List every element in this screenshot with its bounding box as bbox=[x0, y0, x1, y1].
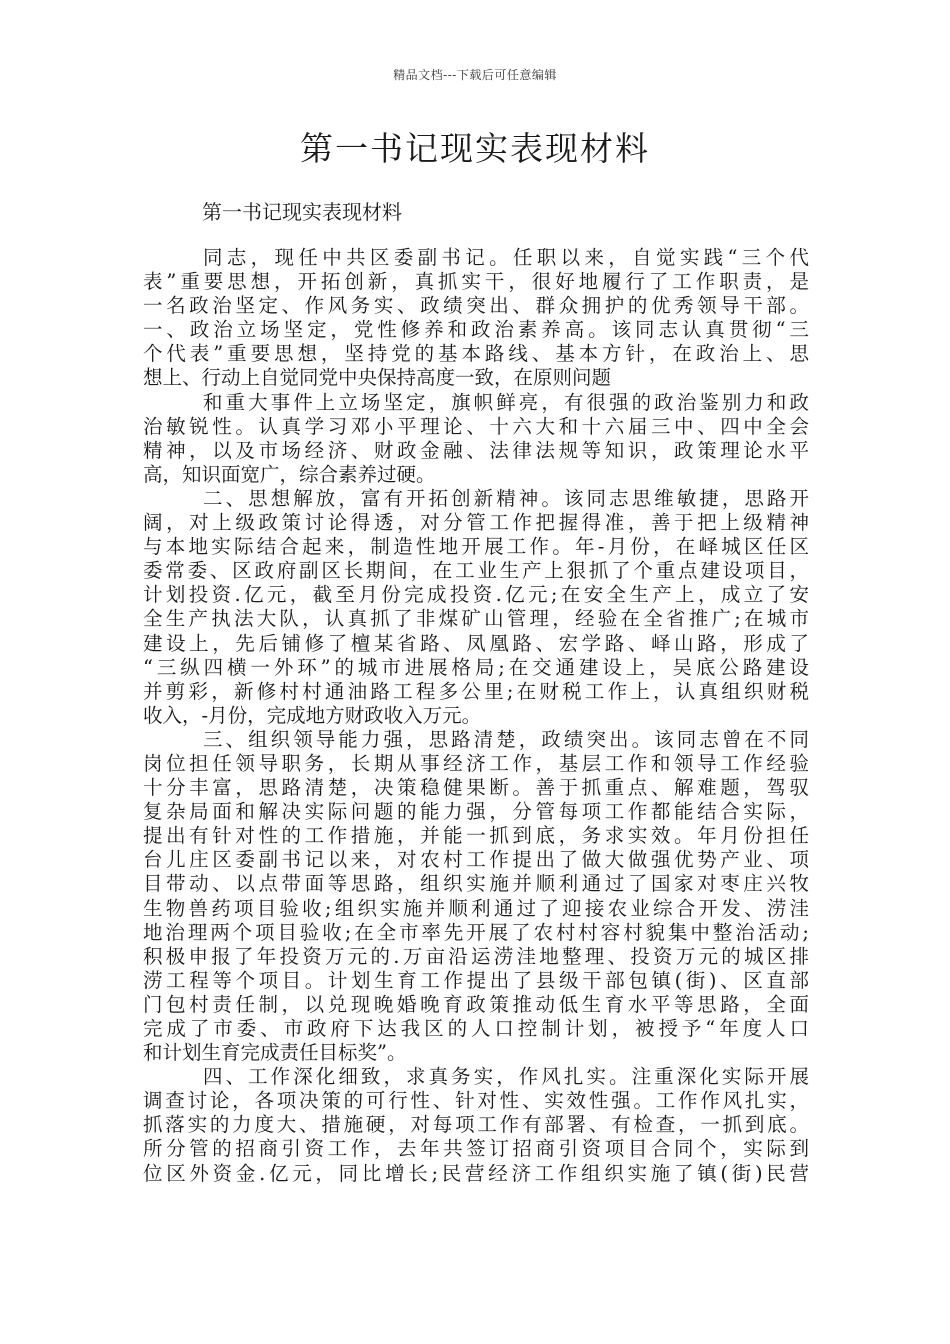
text-line: 生物兽药项目验收;组织实施并顺利通过了迎接农业综合开发、涝洼 bbox=[143, 896, 809, 920]
text-line: 完成了市委、市政府下达我区的人口控制计划，被授予“年度人口 bbox=[143, 1017, 809, 1040]
text-line: 收入，-月份，完成地方财政收入万元。 bbox=[143, 703, 482, 727]
text-line: 同志，现任中共区委副书记。任职以来，自觉实践“三个代 bbox=[203, 246, 809, 269]
text-line: 岗位担任领导职务，长期从事经济工作，基层工作和领导工作经验 bbox=[143, 751, 809, 775]
text-line: 调查讨论，各项决策的可行性、针对性、实效性强。工作作风扎实， bbox=[143, 1089, 809, 1113]
text-line: 高，知识面宽广，综合素养过硬。 bbox=[143, 462, 436, 486]
text-line: 复杂局面和解决实际问题的能力强，分管每项工作都能结合实际， bbox=[143, 800, 809, 824]
text-line: 一、政治立场坚定，党性修养和政治素养高。该同志认真贯彻“三 bbox=[143, 318, 809, 342]
text-line: 个代表”重要思想，坚持党的基本路线、基本方针，在政治上、思 bbox=[143, 342, 809, 366]
text-line: 门包村责任制，以兑现晚婚晚育政策推动低生育水平等思路，全面 bbox=[143, 992, 809, 1016]
text-line: 想上、行动上自觉同党中央保持高度一致，在原则问题 bbox=[143, 366, 612, 390]
header-note: 精品文档---下载后可任意编辑 bbox=[393, 68, 557, 82]
text-line: 全生产执法大队，认真抓了非煤矿山管理，经验在全省推广;在城市 bbox=[143, 607, 809, 631]
text-line: 并剪彩，新修村村通油路工程多公里;在财税工作上，认真组织财税 bbox=[143, 679, 809, 703]
text-line: 表”重要思想，开拓创新，真抓实干，很好地履行了工作职责，是 bbox=[143, 270, 809, 294]
document-title: 第一书记现实表现材料 bbox=[300, 129, 650, 168]
text-line: 目带动、以点带面等思路，组织实施并顺利通过了国家对枣庄兴牧 bbox=[143, 872, 809, 896]
text-line: 和计划生育完成责任目标奖”。 bbox=[143, 1041, 407, 1065]
text-line: 涝工程等个项目。计划生育工作提出了县级干部包镇(街)、区直部 bbox=[143, 968, 809, 992]
text-line: 位区外资金.亿元，同比增长;民营经济工作组织实施了镇(街)民营 bbox=[143, 1161, 809, 1185]
text-line: 抓落实的力度大、措施硬，对每项工作有部署、有检查，一抓到底。 bbox=[143, 1113, 809, 1137]
text-line: 三、组织领导能力强，思路清楚，政绩突出。该同志曾在不同 bbox=[203, 727, 809, 751]
text-line: 建设上，先后铺修了檀某省路、凤凰路、宏学路、峄山路，形成了 bbox=[143, 631, 809, 655]
text-line: 委常委、区政府副区长期间，在工业生产上狠抓了个重点建设项目， bbox=[143, 559, 809, 583]
text-line: 治敏锐性。认真学习邓小平理论、十六大和十六届三中、四中全会 bbox=[143, 414, 809, 438]
document-subtitle: 第一书记现实表现材料 bbox=[202, 200, 402, 224]
text-line: 所分管的招商引资工作，去年共签订招商引资项目合同个，实际到 bbox=[143, 1137, 809, 1161]
text-line: 精神，以及市场经济、财政金融、法律法规等知识，政策理论水平 bbox=[143, 438, 809, 462]
body-text bbox=[143, 246, 809, 1186]
text-line: 一名政治坚定、作风务实、政绩突出、群众拥护的优秀领导干部。 bbox=[143, 294, 809, 318]
text-line: 与本地实际结合起来，制造性地开展工作。年-月份，在峄城区任区 bbox=[143, 535, 809, 559]
text-line: 提出有针对性的工作措施，并能一抓到底，务求实效。年月份担任 bbox=[143, 824, 809, 848]
text-line: 十分丰富，思路清楚，决策稳健果断。善于抓重点、解难题，驾驭 bbox=[143, 776, 809, 800]
text-line: 阔，对上级政策讨论得透，对分管工作把握得准，善于把上级精神 bbox=[143, 511, 809, 535]
text-line: 和重大事件上立场坚定，旗帜鲜亮，有很强的政治鉴别力和政 bbox=[203, 390, 809, 414]
text-line: 四、工作深化细致，求真务实，作风扎实。注重深化实际开展 bbox=[203, 1065, 809, 1089]
text-line: 计划投资.亿元，截至月份完成投资.亿元;在安全生产上，成立了安 bbox=[143, 583, 809, 607]
text-line: 台儿庄区委副书记以来，对农村工作提出了做大做强优势产业、项 bbox=[143, 848, 809, 872]
text-line: 积极申报了年投资万元的.万亩沿运涝洼地整理、投资万元的城区排 bbox=[143, 944, 809, 968]
text-line: 二、思想解放，富有开拓创新精神。该同志思维敏捷，思路开 bbox=[203, 486, 809, 510]
text-line: 地治理两个项目验收;在全市率先开展了农村村容村貌集中整治活动; bbox=[143, 920, 809, 944]
text-line: “三纵四横一外环”的城市进展格局;在交通建设上，吴底公路建设 bbox=[143, 655, 809, 679]
